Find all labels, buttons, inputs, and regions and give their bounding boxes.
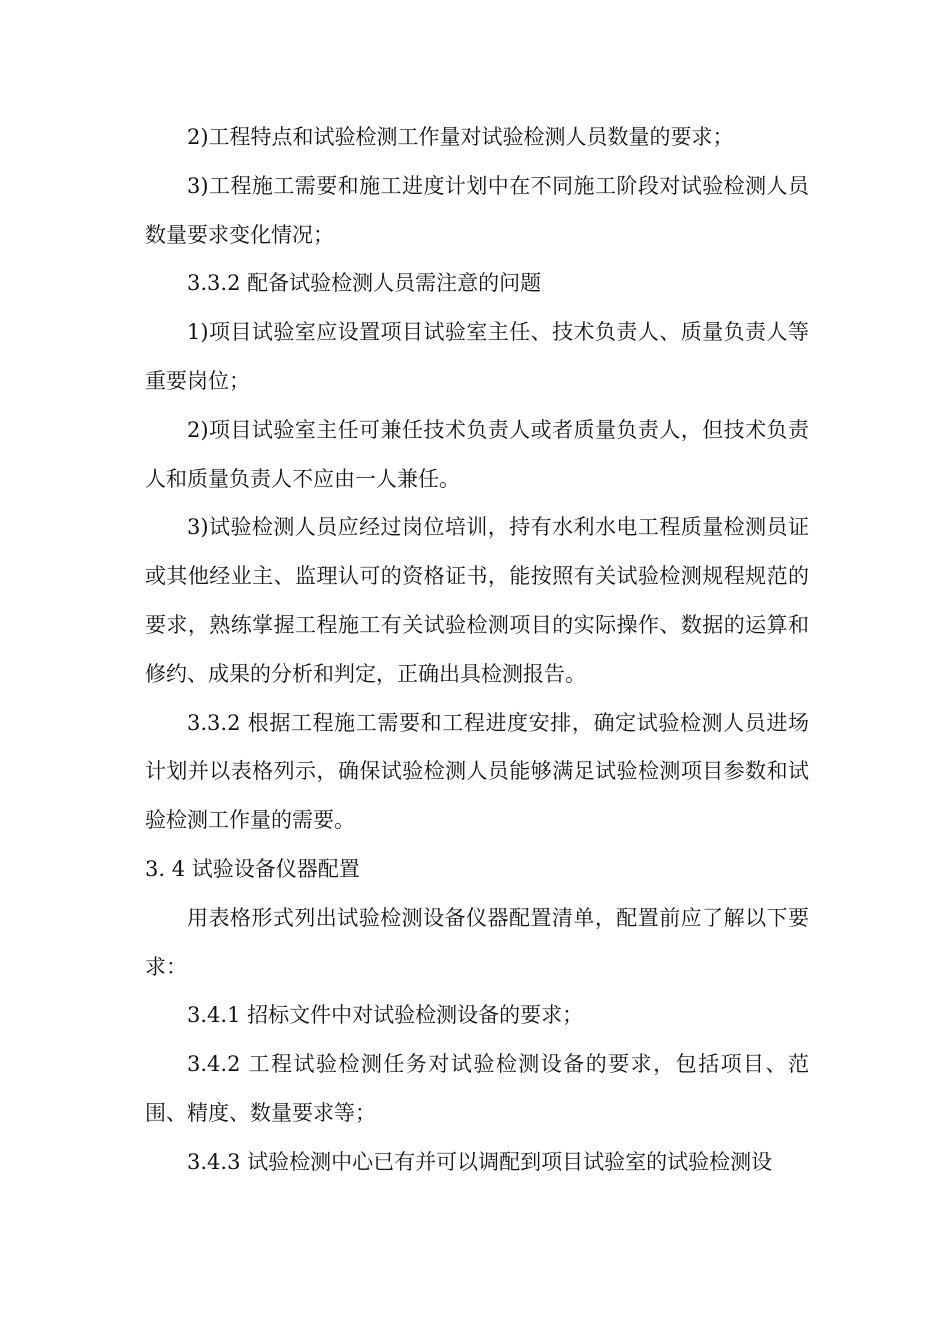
paragraph-section-3-4-1: 3.4.1 招标文件中对试验检测设备的要求； — [187, 1003, 584, 1028]
document-body — [145, 113, 809, 1187]
paragraph-equipment-list: 用表格形式列出试验检测设备仪器配置清单，配置前应了解以下要求： — [145, 905, 809, 979]
paragraph-item-1-positions: 1)项目试验室应设置项目试验室主任、技术负责人、质量负责人等重要岗位； — [145, 320, 809, 393]
paragraph-item-2-roles: 2)项目试验室主任可兼任技术负责人或者质量负责人，但技术负责人和质量负责人不应由一人兼任。 — [145, 417, 809, 491]
paragraph-item-3-requirement: 3)工程施工需要和施工进度计划中在不同施工阶段对试验检测人员数量要求变化情况； — [145, 173, 809, 247]
section-heading-3-4: 3. 4 试验设备仪器配置 — [145, 856, 360, 881]
paragraph-section-3-4-2: 3.4.2 工程试验检测任务对试验检测设备的要求，包括项目、范围、精度、数量要求等； — [145, 1052, 809, 1125]
paragraph-item-2-requirement: 2)工程特点和试验检测工作量对试验检测人员数量的要求； — [187, 125, 734, 149]
paragraph-item-3-training: 3)试验检测人员应经过岗位培训，持有水利水电工程质量检测员证或其他经业主、监理认可的资格证书，能按照有关试验检测规程规范的要求，熟练掌握工程施工有关试验检测项目的实际操作、数据的运算和修约、成果的分析和判定，正确出具检测报告。 — [145, 515, 809, 686]
section-heading-3-3-2: 3.3.2 配备试验检测人员需注意的问题 — [187, 271, 542, 296]
paragraph-section-3-3-2-plan: 3.3.2 根据工程施工需要和工程进度安排，确定试验检测人员进场计划并以表格列示，确保试验检测人员能够满足试验检测项目参数和试验检测工作量的需要。 — [145, 710, 809, 833]
paragraph-section-3-4-3: 3.4.3 试验检测中心已有并可以调配到项目试验室的试验检测设 — [187, 1149, 773, 1174]
